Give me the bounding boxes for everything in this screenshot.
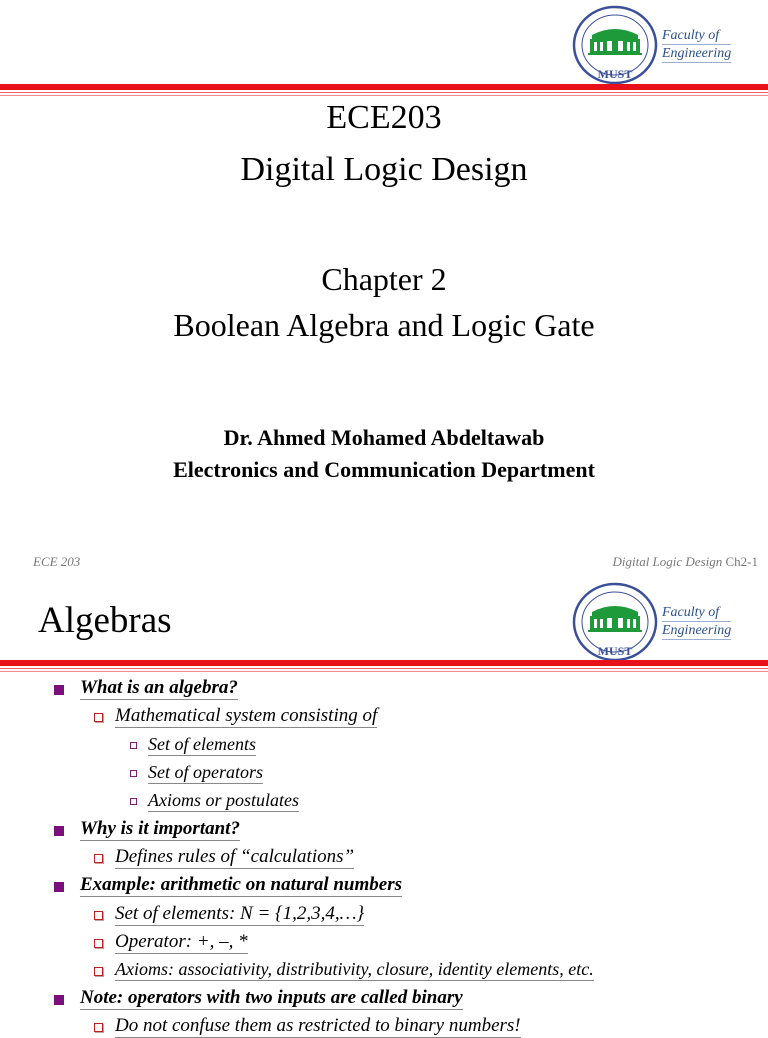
- chapter-title: Boolean Algebra and Logic Gate: [173, 307, 595, 343]
- bullet-item: What is an algebra?: [80, 677, 238, 698]
- logo-faculty-line2: Engineering: [662, 46, 732, 61]
- university-logo: [572, 5, 731, 85]
- bullet-square-icon: [54, 995, 64, 1005]
- bullet-item: Example: arithmetic on natural numbers: [80, 874, 402, 895]
- bullet-item: Set of elements: N = {1,2,3,4,…}: [115, 903, 365, 924]
- svg-text:MUST: MUST: [597, 644, 633, 658]
- author-name: Dr. Ahmed Mohamed Abdeltawab: [223, 425, 545, 450]
- logo-faculty-line1: Faculty of: [662, 604, 731, 622]
- bullet-item: Do not confuse them as restricted to binary numbers!: [115, 1015, 521, 1036]
- algebras-slide: [0, 580, 768, 1036]
- bullet-item: Defines rules of “calculations”: [115, 846, 355, 867]
- footer-page-number: Ch2-1: [725, 554, 758, 569]
- footer-course-title: Digital Logic Design: [612, 554, 723, 569]
- bullet-item: Axioms or postulates: [148, 790, 299, 810]
- bullet-item: Set of elements: [148, 734, 256, 754]
- chapter-number: Chapter 2: [321, 261, 447, 297]
- must-seal-icon: [572, 5, 658, 85]
- subsubbullet-box-icon: [130, 770, 137, 777]
- svg-text:MUST: MUST: [597, 67, 633, 81]
- subbullet-box-icon: [94, 713, 103, 722]
- bullet-item: Set of operators: [148, 762, 263, 782]
- course-code: ECE203: [326, 99, 442, 136]
- subbullet-box-icon: [94, 1023, 103, 1032]
- subbullet-box-icon: [94, 911, 103, 920]
- subbullet-box-icon: [94, 854, 103, 863]
- bullet-square-icon: [54, 882, 64, 892]
- university-logo: [572, 582, 731, 662]
- bullet-item: Axioms: associativity, distributivity, closure, identity elements, etc.: [115, 959, 594, 979]
- subbullet-box-icon: [94, 967, 103, 976]
- department-name: Electronics and Communication Department: [173, 457, 595, 482]
- course-title: Digital Logic Design: [240, 151, 528, 188]
- bullet-item: Why is it important?: [80, 818, 240, 839]
- slide-title: Algebras: [38, 600, 172, 641]
- subsubbullet-box-icon: [130, 798, 137, 805]
- header-red-rule: [0, 660, 768, 672]
- footer-course: ECE 203: [33, 554, 81, 569]
- bullet-square-icon: [54, 826, 64, 836]
- subsubbullet-box-icon: [130, 742, 137, 749]
- header-red-rule: [0, 84, 768, 96]
- subbullet-box-icon: [94, 939, 103, 948]
- bullet-item: Mathematical system consisting of: [115, 705, 378, 726]
- must-seal-icon: [572, 582, 658, 662]
- bullet-square-icon: [54, 685, 64, 695]
- logo-faculty-line1: Faculty of: [662, 27, 731, 45]
- logo-faculty-line2: Engineering: [662, 623, 732, 638]
- footer-page-info: [612, 554, 758, 570]
- bullet-item: Operator: +, –, *: [115, 931, 248, 952]
- bullet-item: Note: operators with two inputs are called binary: [80, 987, 463, 1008]
